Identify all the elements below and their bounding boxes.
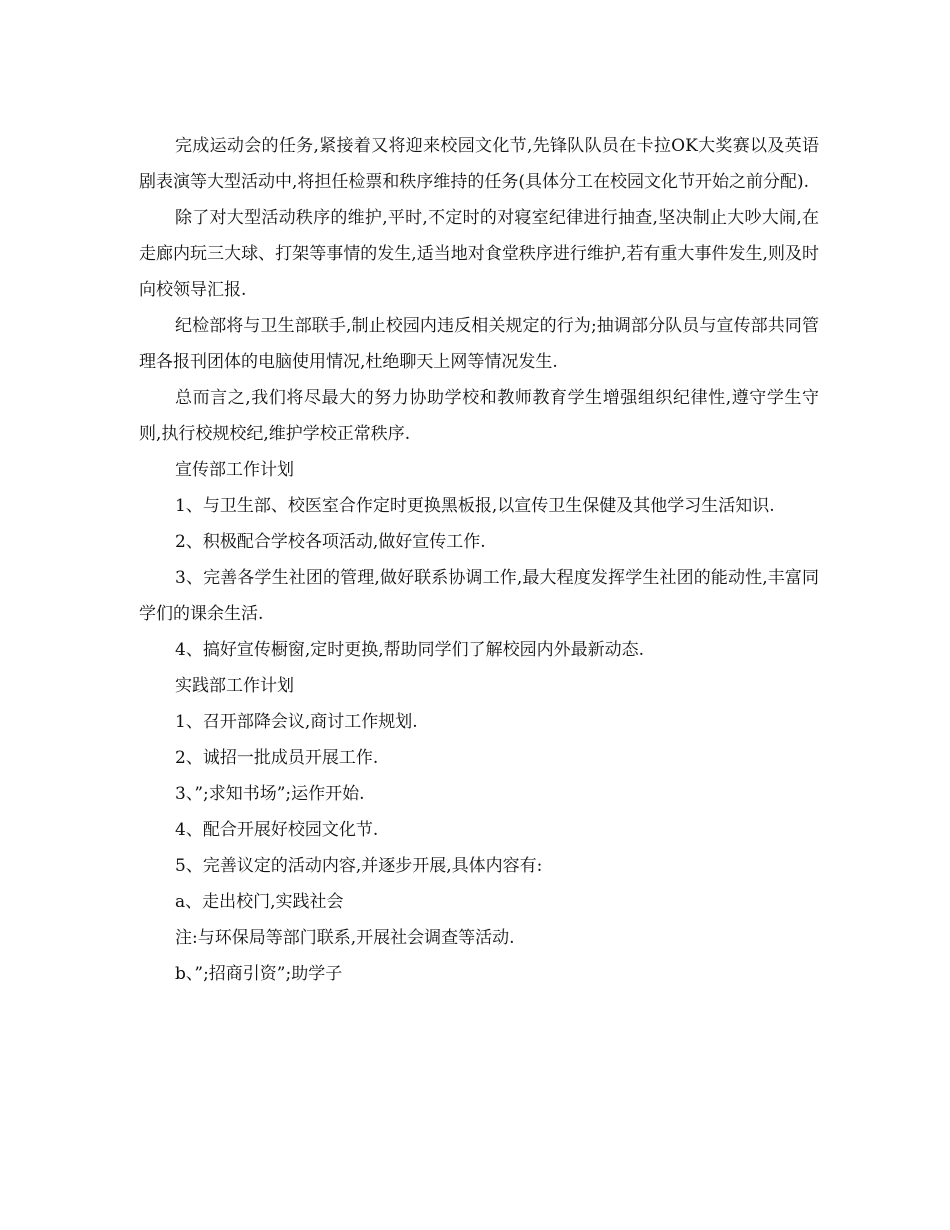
list-item: 4、配合开展好校园文化节. <box>175 820 379 840</box>
paragraph: 总而言之,我们将尽最大的努力协助学校和教师教育学生增强组织纪律性,遵守学生守则,执行校规校纪,维护学校正常秩序. <box>139 388 819 444</box>
list-item: 5、完善议定的活动内容,并逐步开展,具体内容有: <box>175 856 543 876</box>
list-item: 3、完善各学生社团的管理,做好联系协调工作,最大程度发挥学生社团的能动性,丰富同学们的课余生活. <box>139 568 819 624</box>
list-item: 2、积极配合学校各项活动,做好宣传工作. <box>175 532 486 552</box>
paragraph: 除了对大型活动秩序的维护,平时,不定时的对寝室纪律进行抽查,坚决制止大吵大闹,在走廊内玩三大球、打架等事情的发生,适当地对食堂秩序进行维护,若有重大事件发生,则及时向校领导汇报. <box>139 208 819 300</box>
paragraph: 纪检部将与卫生部联手,制止校园内违反相关规定的行为;抽调部分队员与宣传部共同管理各报刊团体的电脑使用情况,杜绝聊天上网等情况发生. <box>139 316 819 372</box>
note: 注:与环保局等部门联系,开展社会调查等活动. <box>175 928 515 948</box>
paragraph: 完成运动会的任务,紧接着又将迎来校园文化节,先锋队队员在卡拉OK大奖赛以及英语剧表演等大型活动中,将担任检票和秩序维持的任务(具体分工在校园文化节开始之前分配). <box>139 136 819 192</box>
list-item: 2、诚招一批成员开展工作. <box>175 748 379 768</box>
section-heading: 实践部工作计划 <box>175 676 294 696</box>
section-heading: 宣传部工作计划 <box>175 460 294 480</box>
list-item: 4、搞好宣传橱窗,定时更换,帮助同学们了解校园内外最新动态. <box>175 640 645 660</box>
sub-item: b、”;招商引资”;助学子 <box>175 964 343 984</box>
list-item: 1、召开部降会议,商讨工作规划. <box>175 712 418 732</box>
list-item: 1、与卫生部、校医室合作定时更换黑板报,以宣传卫生保健及其他学习生活知识. <box>175 496 775 516</box>
list-item: 3、”;求知书场”;运作开始. <box>175 784 365 804</box>
sub-item: a、走出校门,实践社会 <box>175 892 344 912</box>
document-body <box>139 128 819 992</box>
